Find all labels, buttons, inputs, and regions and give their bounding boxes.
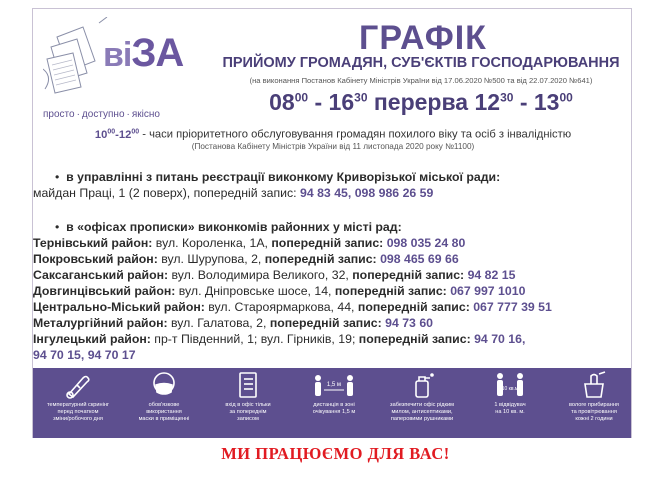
distance-icon: [311, 370, 357, 400]
addresses-section: [33, 169, 552, 363]
list-item: Саксаганський район: вул. Володимира Великого, 32, попередній запис: 94 82 15: [33, 268, 516, 282]
page-title: ГРАФІК: [359, 19, 487, 57]
people-icon: [490, 370, 530, 400]
rule-distance: 1,5 м дистанція в зоні очікування 1,5 м: [299, 370, 369, 416]
rule-cleaning: вологе прибирання та провітрювання кожні 2 години: [559, 370, 629, 423]
priority-hours: $10^{00}-12^{00}$ - часи пріоритетного обслуговування громадян похилого віку та осіб з інвалідністю: [94, 128, 572, 141]
main-office-address: майдан Праці, 1 (2 поверх), попередній запис: 94 83 45, 098 986 26 59: [33, 186, 434, 200]
rule-sanitizer: забезпечити офіс рідким милом, антисептиками, паперовими рушниками: [387, 370, 457, 423]
list-item: Металургійний район: вул. Галатова, 2, попередній запис: 94 73 60: [33, 316, 433, 330]
list-item: Довгинцівський район: вул. Дніпровське шосе, 14, попередній запис: 067 997 1010: [33, 284, 526, 298]
sanitizer-icon: [407, 370, 437, 400]
working-hours: $08^{00} - 16^{30}$ перерва $12^{30} - 13^{00}$: [269, 89, 573, 115]
face-mask-icon: [149, 370, 179, 400]
list-item: Інгулецький район: пр-т Південний, 1; вул. Гірників, 19; попередній запис: 94 70 16,: [33, 332, 526, 346]
list-item: Покровський район: вул. Шурупова, 2, попередній запис: 098 465 69 66: [33, 252, 459, 266]
svg-text:1,5 м: 1,5 м: [326, 382, 342, 388]
list-item: Центрально-Міський район: вул. Староярмаркова, 44, попередній запис: 067 777 39 51: [33, 300, 552, 314]
checklist-icon: [233, 370, 263, 400]
rule-visitors-limit: 10 кв.м 1 відвідувач на 10 кв. м.: [475, 370, 545, 416]
documents-stack-icon: [43, 17, 109, 97]
list-item-continuation: 94 70 15, 94 70 17: [33, 348, 136, 362]
rule-temperature: температурний скринінг перед початком зміни/робочого дня: [43, 370, 113, 423]
logo-wordmark: віЗА: [103, 31, 184, 75]
district-offices-title: • в «офісах прописки» виконкомів районних у місті рад:: [55, 220, 402, 234]
svg-text:10 кв.м: 10 кв.м: [501, 386, 519, 392]
viza-logo: [37, 15, 187, 120]
logo-slogan: просто · доступно · якісно: [43, 109, 160, 120]
rule-appointment: вхід в офіс тільки за попереднім записом: [213, 370, 283, 423]
safety-rules-banner: [33, 368, 631, 438]
priority-decree-note: (Постанова Кабінету Міністрів України від 11 листопада 2020 року №1100): [191, 142, 475, 151]
thermometer-icon: [63, 370, 93, 400]
cleaning-icon: [579, 370, 609, 400]
decree-note: (на виконання Постанов Кабінету Міністрів України від 17.06.2020 №500 та від 22.07.2020 №641): [249, 76, 593, 85]
schedule-poster: [32, 8, 632, 438]
footer-slogan: МИ ПРАЦЮЄМО ДЛЯ ВАС!: [221, 444, 450, 463]
main-office-title: • в управлінні з питань реєстрації виконкому Криворізької міської ради:: [55, 170, 501, 184]
list-item: Тернівський район: вул. Короленка, 1А, попередній запис: 098 035 24 80: [33, 236, 466, 250]
page-subtitle: ПРИЙОМУ ГРОМАДЯН, СУБ'ЄКТІВ ГОСПОДАРЮВАННЯ: [222, 55, 620, 71]
rule-mask: обов'язкове використання маски в приміщенні: [129, 370, 199, 423]
